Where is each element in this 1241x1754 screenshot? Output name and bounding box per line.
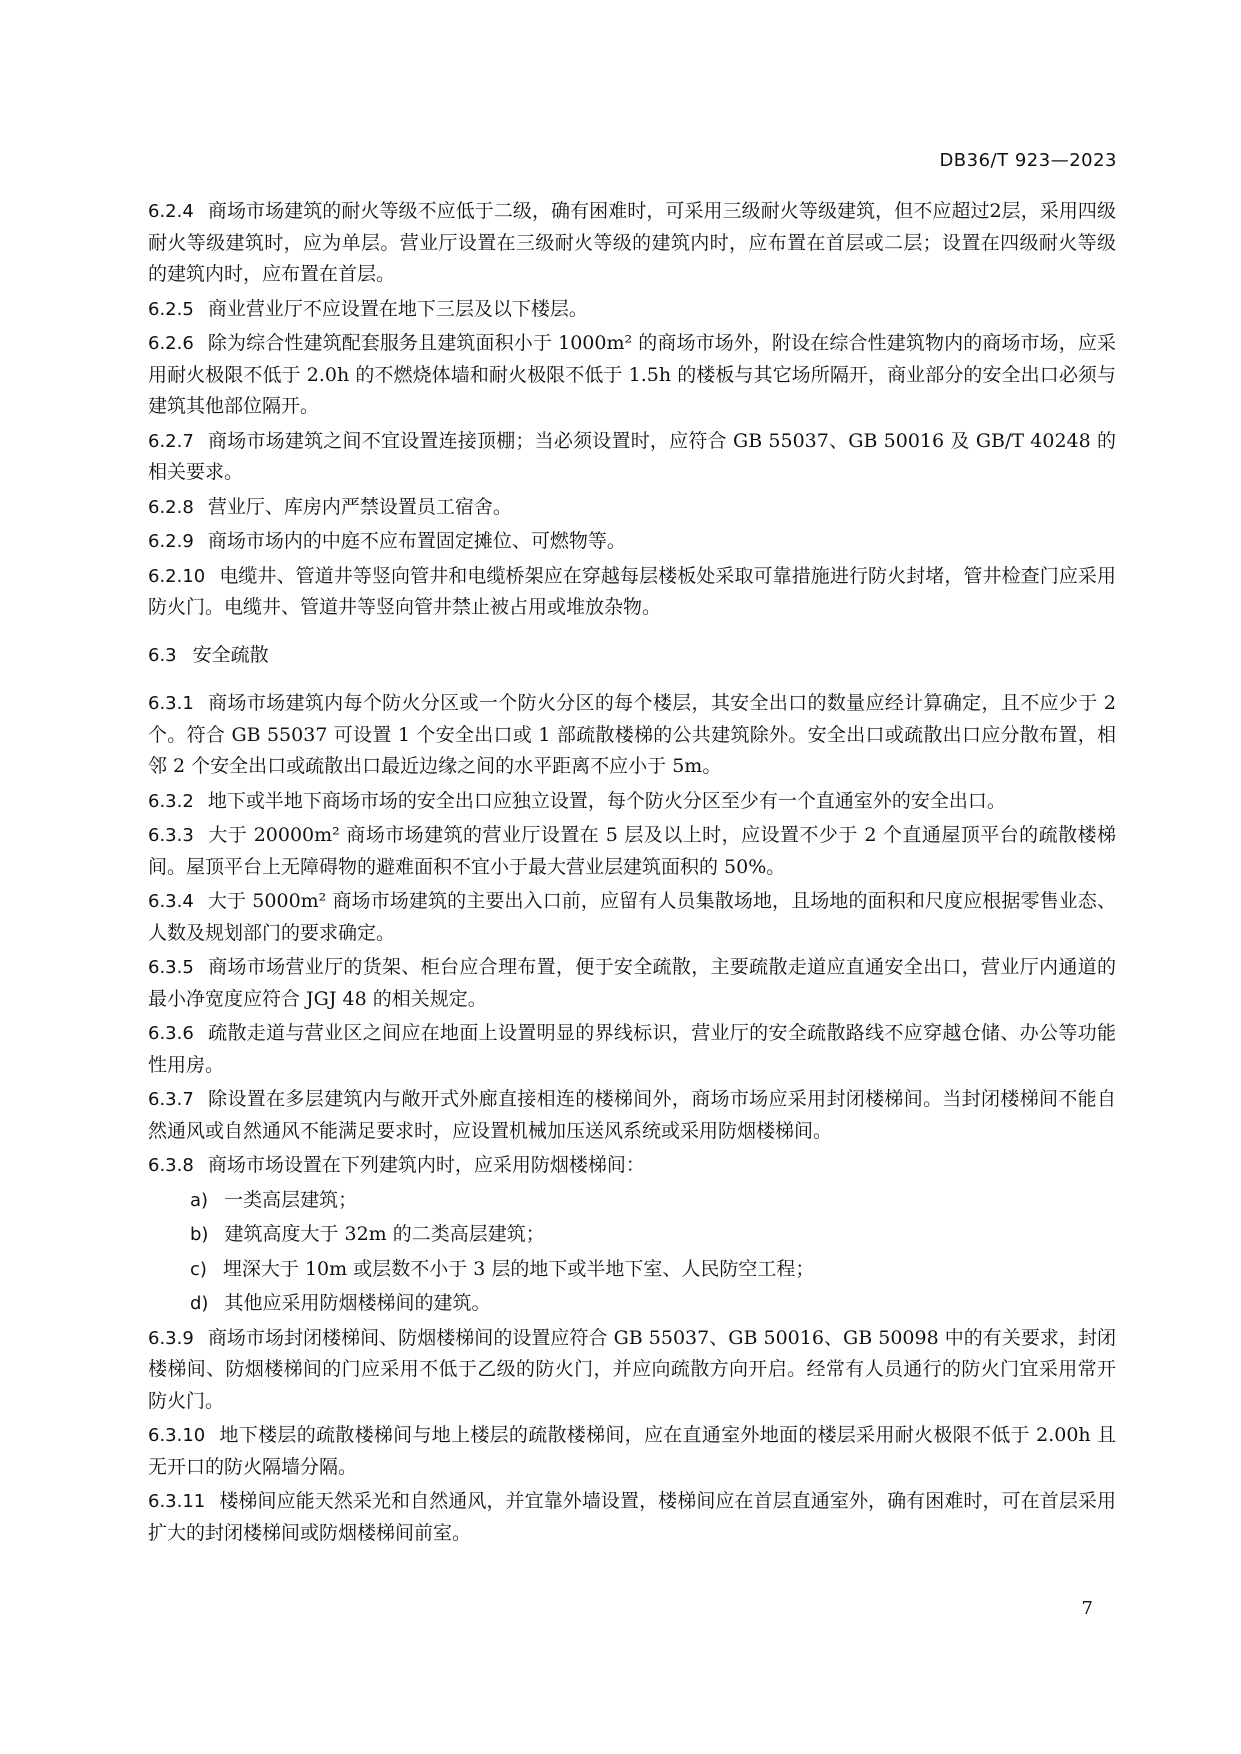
clause-number: 6.3.9	[148, 1327, 194, 1349]
section-heading-6-3	[148, 640, 1116, 672]
clause-text: 商场市场营业厅的货架、柜台应合理布置，便于安全疏散，主要疏散走道应直通安全出口，营业厅内通道的最小净宽度应符合 JGJ 48 的相关规定。	[148, 956, 1116, 1010]
clause-text: 电缆井、管道井等竖向管井和电缆桥架应在穿越每层楼板处采取可靠措施进行防火封堵，管井检查门应采用防火门。电缆井、管道井等竖向管井禁止被占用或堆放杂物。	[148, 564, 1116, 618]
clause-text: 地下或半地下商场市场的安全出口应独立设置，每个防火分区至少有一个直通室外的安全出口。	[207, 789, 1006, 812]
clause-number: 6.3.4	[148, 891, 194, 912]
clause-text: 商场市场内的中庭不应布置固定摊位、可燃物等。	[207, 530, 626, 552]
clause-text: 商场市场建筑的耐火等级不应低于二级，确有困难时，可采用三级耐火等级建筑，但不应超过2层，采用四级耐火等级建筑时，应为单层。营业厅设置在三级耐火等级的建筑内时，应布置在首层或二层；设置在四级耐火等级的建筑内时，应布置在首层。	[148, 200, 1116, 285]
clause-text: 地下楼层的疏散楼梯间与地上楼层的疏散楼梯间，应在直通室外地面的楼层采用耐火极限不低于 2.00h 且无开口的防火隔墙分隔。	[148, 1424, 1116, 1478]
clause-text: 商场市场设置在下列建筑内时，应采用防烟楼梯间：	[207, 1154, 645, 1176]
section-number: 6.3	[148, 644, 177, 666]
clause-number: 6.3.10	[148, 1425, 206, 1446]
clause-6-2-5	[148, 294, 1116, 326]
clause-number: 6.3.1	[148, 693, 194, 714]
clause-number: 6.3.3	[148, 825, 194, 846]
clause-number: 6.3.8	[148, 1155, 194, 1176]
clause-text: 除设置在多层建筑内与敞开式外廊直接相连的楼梯间外，商场市场应采用封闭楼梯间。当封闭楼梯间不能自然通风或自然通风不能满足要求时，应设置机械加压送风系统或采用防烟楼梯间。	[148, 1088, 1116, 1142]
clause-text: 疏散走道与营业区之间应在地面上设置明显的界线标识，营业厅的安全疏散路线不应穿越仓储、办公等功能性用房。	[148, 1022, 1116, 1076]
clause-6-3-2	[148, 786, 1116, 818]
clause-6-3-5	[148, 952, 1116, 1015]
clause-6-2-4	[148, 196, 1116, 291]
clause-text: 商场市场建筑内每个防火分区或一个防火分区的每个楼层，其安全出口的数量应经计算确定，且不应少于 2 个。符合 GB 55037 可设置 1 个安全出口或 1 部疏散楼梯的公共建筑除外。安全出口或疏散出口应分散布置，相邻 2 个安全出口或疏散出口最近边缘之间的水平距离不应小于 5m。	[148, 692, 1116, 777]
clause-6-3-11	[148, 1486, 1116, 1549]
clause-number: 6.2.10	[148, 565, 206, 587]
clause-6-2-6	[148, 328, 1116, 423]
clause-6-3-4	[148, 886, 1116, 949]
clause-6-2-9	[148, 526, 1116, 558]
clause-text: 商场市场建筑之间不宜设置连接顶棚；当必须设置时，应符合 GB 55037、GB 50016 及 GB/T 40248 的相关要求。	[148, 429, 1116, 483]
list-item-label: b)	[190, 1224, 209, 1245]
list-item-text: 埋深大于 10m 或层数不小于 3 层的地下或半地下室、人民防空工程；	[222, 1257, 815, 1280]
list-item	[190, 1288, 1116, 1320]
clause-number: 6.3.6	[148, 1023, 194, 1044]
list-item-label: c)	[190, 1258, 207, 1280]
document-code: DB36/T 923—2023	[939, 150, 1117, 171]
list-item-text: 一类高层建筑；	[224, 1188, 358, 1211]
clause-6-3-1	[148, 688, 1116, 783]
clause-number: 6.2.5	[148, 298, 194, 320]
clause-text: 营业厅、库房内严禁设置员工宿舍。	[207, 495, 512, 518]
clause-number: 6.2.8	[148, 496, 194, 518]
list-item	[190, 1185, 1116, 1217]
clause-6-3-6	[148, 1018, 1116, 1081]
clause-text: 商业营业厅不应设置在地下三层及以下楼层。	[207, 297, 588, 320]
clause-6-2-8	[148, 492, 1116, 524]
clause-number: 6.3.7	[148, 1089, 194, 1110]
clause-text: 楼梯间应能天然采光和自然通风，并宜靠外墙设置，楼梯间应在首层直通室外，确有困难时，可在首层采用扩大的封闭楼梯间或防烟楼梯间前室。	[148, 1490, 1116, 1544]
section-title: 安全疏散	[192, 643, 269, 666]
clause-6-3-3	[148, 820, 1116, 883]
list-item-text: 其他应采用防烟楼梯间的建筑。	[224, 1292, 491, 1314]
list-item	[190, 1219, 1116, 1251]
clause-number: 6.3.11	[148, 1491, 206, 1512]
clause-number: 6.2.4	[148, 201, 194, 222]
clause-6-3-8	[148, 1150, 1116, 1182]
clause-number: 6.2.9	[148, 531, 194, 552]
clause-text: 除为综合性建筑配套服务且建筑面积小于 1000m² 的商场市场外，附设在综合性建筑物内的商场市场，应采用耐火极限不低于 2.0h 的不燃烧体墙和耐火极限不低于 1.5h 的楼板与其它场所隔开，商业部分的安全出口必须与建筑其他部位隔开。	[148, 332, 1116, 417]
list-item	[190, 1254, 1116, 1286]
clause-6-2-10	[148, 561, 1116, 624]
clause-number: 6.2.6	[148, 333, 194, 354]
page-number: 7	[1081, 1598, 1093, 1619]
clause-6-3-10	[148, 1420, 1116, 1483]
clause-text: 大于 20000m² 商场市场建筑的营业厅设置在 5 层及以上时，应设置不少于 2 个直通屋顶平台的疏散楼梯间。屋顶平台上无障碍物的避难面积不宜小于最大营业层建筑面积的 50%。	[148, 824, 1116, 878]
list-item-label: d)	[190, 1293, 209, 1314]
clause-number: 6.2.7	[148, 430, 194, 452]
clause-number: 6.3.2	[148, 790, 194, 812]
clause-text: 商场市场封闭楼梯间、防烟楼梯间的设置应符合 GB 55037、GB 50016、GB 50098 中的有关要求，封闭楼梯间、防烟楼梯间的门应采用不低于乙级的防火门，并应向疏散方向开启。经常有人员通行的防火门宜采用常开防火门。	[148, 1326, 1116, 1412]
clause-6-2-7	[148, 426, 1116, 489]
clause-6-3-7	[148, 1084, 1116, 1147]
clause-6-3-9	[148, 1323, 1116, 1418]
list-item-label: a)	[190, 1189, 209, 1211]
clause-number: 6.3.5	[148, 957, 194, 978]
clause-text: 大于 5000m² 商场市场建筑的主要出入口前，应留有人员集散场地，且场地的面积和尺度应根据零售业态、人数及规划部门的要求确定。	[148, 890, 1116, 944]
page-content	[148, 196, 1116, 1552]
list-item-text: 建筑高度大于 32m 的二类高层建筑；	[224, 1223, 545, 1245]
